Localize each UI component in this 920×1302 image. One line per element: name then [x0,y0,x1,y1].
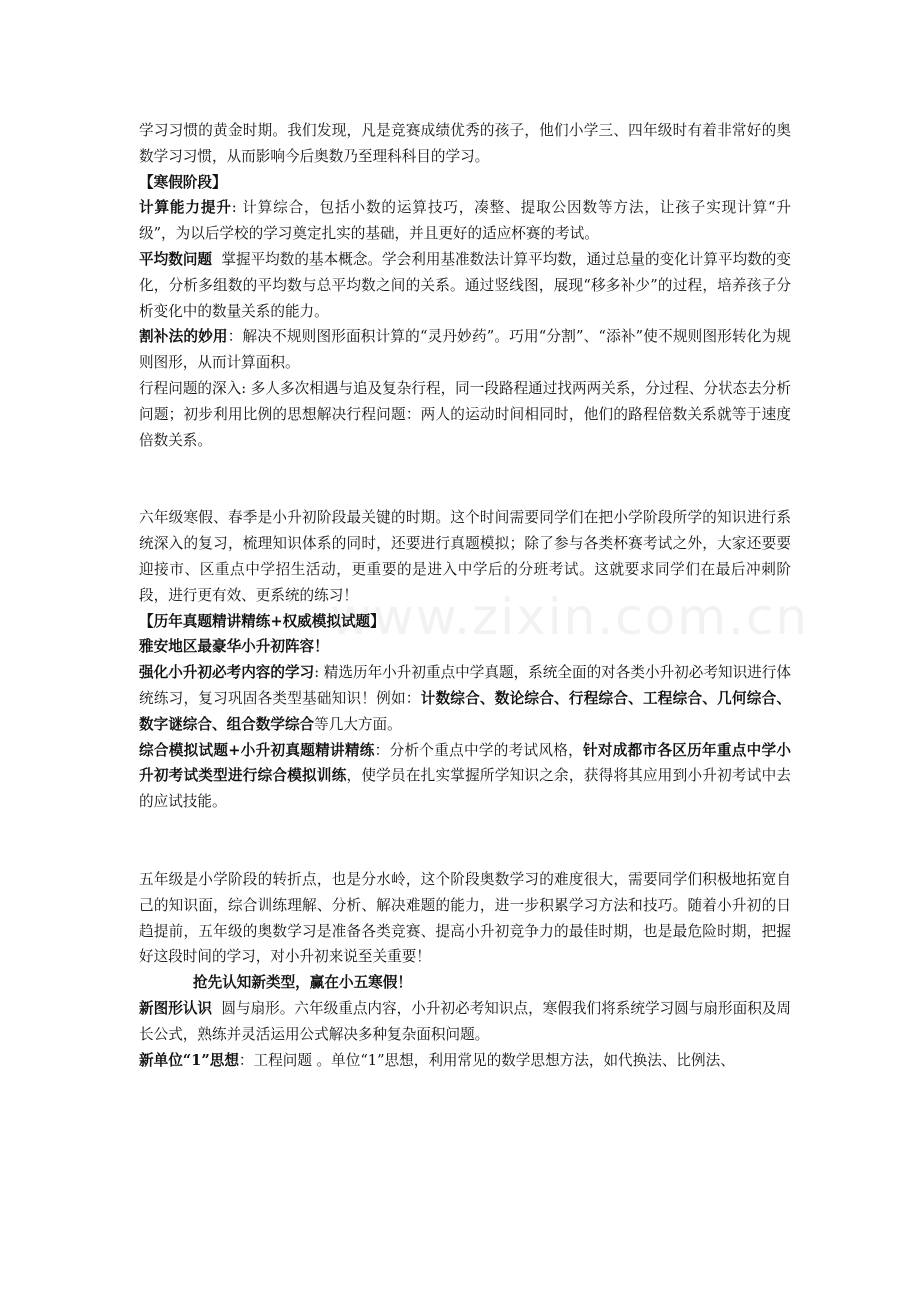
section1-header-text: 【寒假阶段】 [139,173,227,191]
item-text: 计算综合，包括小数的运算技巧，凑整、提取公因数等方法，让孩子实现计算“升级”，为以后学校的学习奠定扎实的基础，并且更好的适应杯赛的考试。 [139,199,791,243]
item-sep: ： [374,741,390,759]
section3-item-shapes [139,996,791,1048]
item-label: 平均数问题 [139,250,213,268]
item-sep [212,1000,221,1017]
item-text: 解决不规则图形面积计算的“灵丹妙药”。巧用“分割”、“添补”使不规则图形转化为规则图形，从而计算面积。 [139,328,791,372]
item-label: 新图形认识 [139,999,213,1017]
item-text: 分析个重点中学的考试风格， [389,741,583,759]
item-sep: ： [227,328,243,346]
section2-subheader-text: 雅安地区最豪华小升初阵容！ [139,638,329,656]
item-label: 新单位“1”思想 [139,1051,239,1069]
item-bold-text: 针对成都市各区历年重点中学小升初考试类型进行综合模拟训练 [139,741,791,785]
section1-item-travel: 行程问题的深入: 多人多次相遇与追及复杂行程，同一段路程通过找两两关系，分过程、分状态去分析问题；初步利用比例的思想解决行程问题：两人的运动时间相同时，他们的路程倍数关系就等于速度倍数关系。 [139,379,791,449]
item-label: 计算能力提升 [139,199,232,217]
item-label: 强化小升初必考内容的学习 [139,664,315,682]
item-bold-text: 计数综合、数论综合、行程综合、工程综合、几何综合、数字谜综合、组合数学综合 [139,689,791,733]
section2-header-text: 【历年真题精讲精练+权威模拟试题】 [139,612,385,630]
item-sep: : [231,199,243,217]
section2-item-review [139,660,791,737]
section2-intro: 六年级寒假、春季是小升初阶段最关键的时期。这个时间需要同学们在把小学阶段所学的知识进行系统深入的复习，梳理知识体系的同时，还要进行真题模拟；除了参与各类杯赛考试之外，大家还要要迎接市、区重点中学招生活动，更重要的是进入中学后的分班考试。这就要求同学们在最后冲刺阶段，进行更有效、更系统的练习！ [139,509,791,604]
section3-title [139,970,791,996]
section1-item-calc [139,195,791,247]
item-text: 工程问题 。单位“1”思想，利用常见的数学思想方法，如代换法、比例法、 [253,1051,735,1069]
item-sep: ： [238,1051,254,1069]
watermark-text: www.zixin.com.cn [330,588,810,646]
section2-item-mock [139,738,791,815]
item-sep: : [314,664,324,682]
item-tail: ，使学员在扎实掌握所学知识之余，获得将其应用到小升初考试中去的应试技能。 [139,767,791,811]
item-text: 精选历年小升初重点中学真题，系统全面的对各类小升初必考知识进行体统练习，复习巩固各类型基础知识！例如： [139,664,791,707]
section-spacer [139,815,791,867]
section2-subheader [139,634,791,660]
item-tail: 等几大方面。 [314,715,402,733]
section1-item-average [139,247,791,324]
item-sep [212,251,221,268]
item-text: 掌握平均数的基本概念。学会利用基准数法计算平均数，通过总量的变化计算平均数的变化，分析多组数的平均数与总平均数之间的关系。通过竖线图，展现“移多补少”的过程，培养孩子分析变化中的数量关系的能力。 [139,250,791,320]
section3-title-text: 抢先认知新类型，赢在小五寒假！ [193,974,412,992]
section1-header [139,170,791,196]
document-page [139,118,791,1073]
item-label: 割补法的妙用 [139,328,228,346]
section1-item-cutfill [139,324,791,376]
item-label: 综合模拟试题+小升初真题精讲精练 [139,741,375,759]
section3-intro: 五年级是小学阶段的转折点，也是分水岭，这个阶段奥数学习的难度很大，需要同学们积极地拓宽自己的知识面，综合训练理解、分析、解决难题的能力，进一步积累学习方法和技巧。随着小升初的日趋提前，五年级的奥数学习是准备各类竞赛、提高小升初竞争力的最佳时期，也是最危险时期，把握好这段时间的学习，对小升初来说至关重要！ [139,870,791,966]
section2-header [139,609,791,635]
section-spacer [139,453,791,505]
item-text: 圆与扇形。六年级重点内容，小升初必考知识点，寒假我们将系统学习圆与扇形面积及周长公式，熟练并灵活运用公式解决多种复杂面积问题。 [139,999,791,1043]
section3-item-unit [139,1048,791,1074]
section1-intro: 学习习惯的黄金时期。我们发现，凡是竞赛成绩优秀的孩子，他们小学三、四年级时有着非常好的奥数学习习惯，从而影响今后奥数乃至理科科目的学习。 [139,122,791,165]
